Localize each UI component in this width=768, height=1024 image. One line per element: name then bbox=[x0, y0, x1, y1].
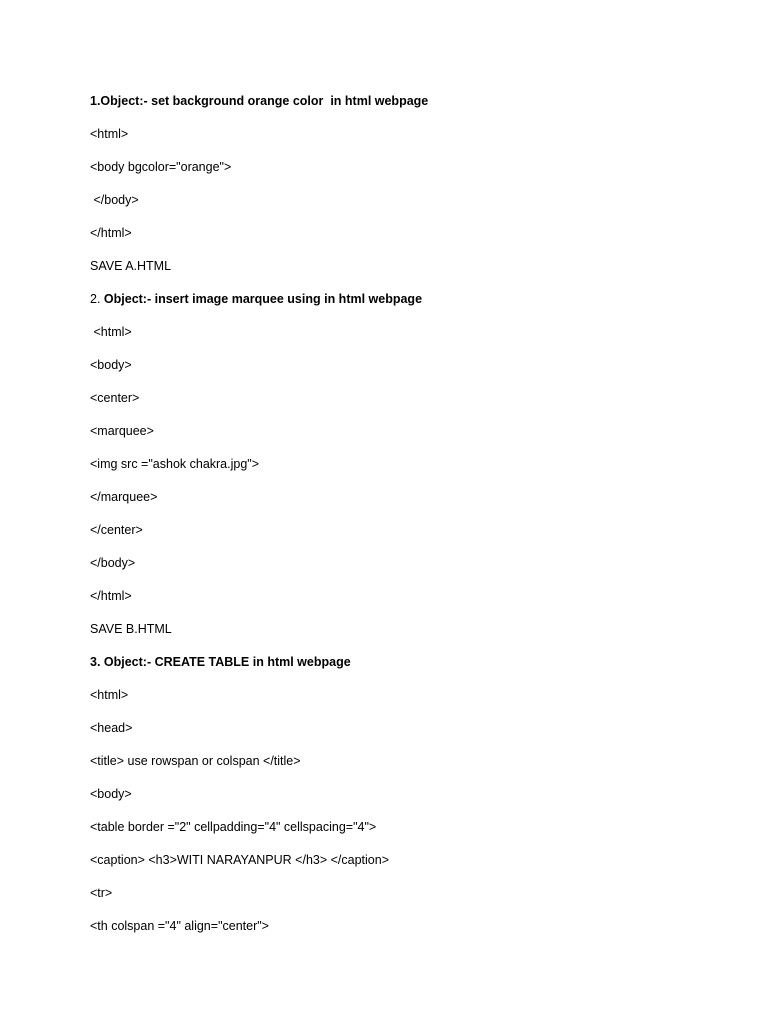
code-line: </html> bbox=[90, 226, 132, 240]
document-page bbox=[90, 93, 730, 951]
section2-heading bbox=[90, 291, 730, 307]
code-line: <body> bbox=[90, 787, 132, 801]
code-line: <html> bbox=[90, 325, 132, 339]
section3-heading: 3. Object:- CREATE TABLE in html webpage bbox=[90, 655, 351, 669]
code-line: </body> bbox=[90, 193, 139, 207]
save-note: SAVE B.HTML bbox=[90, 622, 172, 636]
save-note: SAVE A.HTML bbox=[90, 259, 172, 273]
code-line: <center> bbox=[90, 391, 140, 405]
code-line: <head> bbox=[90, 721, 133, 735]
code-line: <title> use rowspan or colspan </title> bbox=[90, 754, 301, 768]
code-line: <html> bbox=[90, 688, 129, 702]
code-line: </marquee> bbox=[90, 490, 158, 504]
code-line: </body> bbox=[90, 556, 136, 570]
code-line: <img src ="ashok chakra.jpg"> bbox=[90, 457, 260, 471]
code-line: <table border ="2" cellpadding="4" cellspacing="4"> bbox=[90, 820, 377, 834]
code-line: <tr> bbox=[90, 886, 113, 900]
code-line: <body> bbox=[90, 358, 132, 372]
code-line: <marquee> bbox=[90, 424, 154, 438]
section2-number: 2. bbox=[90, 292, 104, 306]
code-line: </center> bbox=[90, 523, 143, 537]
code-line: <body bgcolor="orange"> bbox=[90, 160, 232, 174]
code-line: <html> bbox=[90, 127, 129, 141]
section1-heading: 1.Object:- set background orange color in html webpage bbox=[90, 94, 429, 108]
section2-title: Object:- insert image marquee using in html webpage bbox=[103, 292, 423, 306]
code-line: <caption> <h3>WITI NARAYANPUR </h3> </caption> bbox=[90, 853, 390, 867]
code-line: <th colspan ="4" align="center"> bbox=[90, 919, 269, 933]
code-line: </html> bbox=[90, 589, 132, 603]
